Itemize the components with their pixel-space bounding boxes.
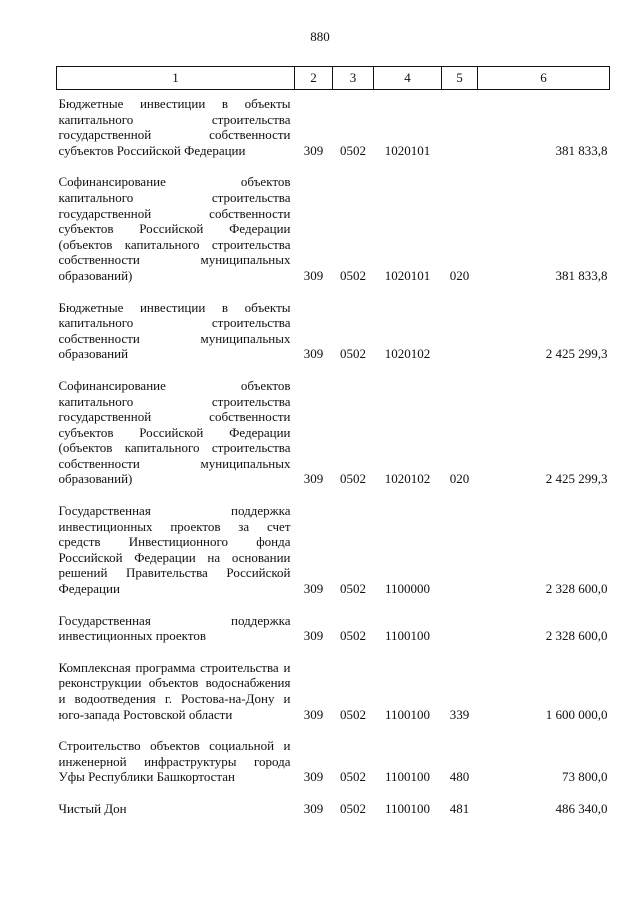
table-row bbox=[57, 503, 610, 613]
row-name: Бюджетные инвестиции в объекты капитального строительства государственной собственности субъектов Российской Федерации bbox=[58, 96, 291, 158]
table-row bbox=[57, 378, 610, 503]
row-amount: 1 600 000,0 bbox=[545, 706, 608, 722]
table-row bbox=[57, 90, 610, 175]
row-code-4: 1100000 bbox=[384, 581, 431, 597]
row-amount: 2 425 299,3 bbox=[545, 471, 608, 487]
row-amount: 73 800,0 bbox=[562, 769, 608, 785]
row-code-5 bbox=[442, 503, 478, 613]
row-name: Софинансирование объектов капитального строительства государственной собственности субъектов Российской Федерации (объектов капитального строительства собственности муниципальных образований) bbox=[58, 377, 291, 487]
row-code-2: 309 bbox=[303, 267, 324, 283]
row-code-5: 481 bbox=[449, 800, 470, 816]
page-number: 880 bbox=[310, 29, 330, 44]
budget-table bbox=[56, 66, 610, 817]
table-row bbox=[57, 174, 610, 299]
header-col-4: 4 bbox=[374, 67, 442, 90]
row-code-4: 1100100 bbox=[384, 800, 431, 816]
row-name: Софинансирование объектов капитального строительства государственной собственности субъектов Российской Федерации (объектов капитального строительства собственности муниципальных образований) bbox=[58, 174, 291, 283]
header-col-1: 1 bbox=[57, 67, 295, 90]
row-name: Комплексная программа строительства и реконструкции объектов водоснабжения и водоотведения г. Ростова-на-Дону и юго-запада Ростовской области bbox=[58, 659, 291, 722]
row-amount: 2 425 299,3 bbox=[545, 346, 608, 362]
row-code-2: 309 bbox=[303, 142, 324, 158]
row-code-4: 1100100 bbox=[384, 628, 431, 644]
header-row bbox=[57, 67, 610, 90]
row-code-2: 309 bbox=[303, 706, 324, 722]
row-code-2: 309 bbox=[303, 581, 324, 597]
row-code-3: 0502 bbox=[340, 769, 366, 785]
row-amount: 381 833,8 bbox=[555, 267, 608, 283]
row-code-3: 0502 bbox=[340, 628, 366, 644]
table-row bbox=[57, 613, 610, 660]
row-code-2: 309 bbox=[303, 800, 324, 816]
row-code-2: 309 bbox=[303, 471, 324, 487]
row-amount: 486 340,0 bbox=[555, 800, 608, 816]
row-code-3: 0502 bbox=[340, 581, 366, 597]
row-code-3: 0502 bbox=[340, 267, 366, 283]
table-row bbox=[57, 801, 610, 817]
row-amount: 381 833,8 bbox=[555, 142, 608, 158]
row-code-2: 309 bbox=[303, 628, 324, 644]
row-code-3: 0502 bbox=[340, 706, 366, 722]
row-code-3: 0502 bbox=[340, 142, 366, 158]
row-code-3: 0502 bbox=[340, 346, 366, 362]
row-name: Государственная поддержка инвестиционных проектов bbox=[58, 612, 291, 644]
row-name: Бюджетные инвестиции в объекты капитального строительства собственности муниципальных образований bbox=[58, 299, 291, 362]
row-name: Государственная поддержка инвестиционных проектов за счет средств Инвестиционного фонда Российской Федерации на основании решений Правительства Российской Федерации bbox=[58, 503, 291, 597]
table-row bbox=[57, 738, 610, 801]
row-name: Строительство объектов социальной и инженерной инфраструктуры города Уфы Республики Башкортостан bbox=[58, 738, 291, 785]
row-code-4: 1100100 bbox=[384, 706, 431, 722]
row-code-5: 020 bbox=[449, 471, 470, 487]
row-code-5 bbox=[442, 613, 478, 660]
row-code-5: 339 bbox=[449, 706, 470, 722]
row-code-2: 309 bbox=[303, 346, 324, 362]
row-code-4: 1020101 bbox=[384, 267, 431, 283]
header-col-2: 2 bbox=[295, 67, 333, 90]
row-code-5 bbox=[442, 300, 478, 378]
row-code-4: 1020102 bbox=[384, 471, 431, 487]
row-code-5: 020 bbox=[449, 267, 470, 283]
row-code-5 bbox=[442, 90, 478, 175]
table-row bbox=[57, 300, 610, 378]
header-col-5: 5 bbox=[442, 67, 478, 90]
table-header bbox=[57, 67, 610, 90]
row-code-5: 480 bbox=[449, 769, 470, 785]
header-col-6: 6 bbox=[478, 67, 610, 90]
row-code-3: 0502 bbox=[340, 471, 366, 487]
header-col-3: 3 bbox=[333, 67, 374, 90]
row-code-3: 0502 bbox=[340, 800, 366, 816]
row-code-4: 1020101 bbox=[384, 142, 431, 158]
row-code-2: 309 bbox=[303, 769, 324, 785]
row-code-4: 1100100 bbox=[384, 769, 431, 785]
table-body bbox=[57, 90, 610, 817]
row-amount: 2 328 600,0 bbox=[545, 581, 608, 597]
row-name: Чистый Дон bbox=[58, 800, 127, 816]
table-row bbox=[57, 660, 610, 738]
row-code-4: 1020102 bbox=[384, 346, 431, 362]
row-amount: 2 328 600,0 bbox=[545, 628, 608, 644]
